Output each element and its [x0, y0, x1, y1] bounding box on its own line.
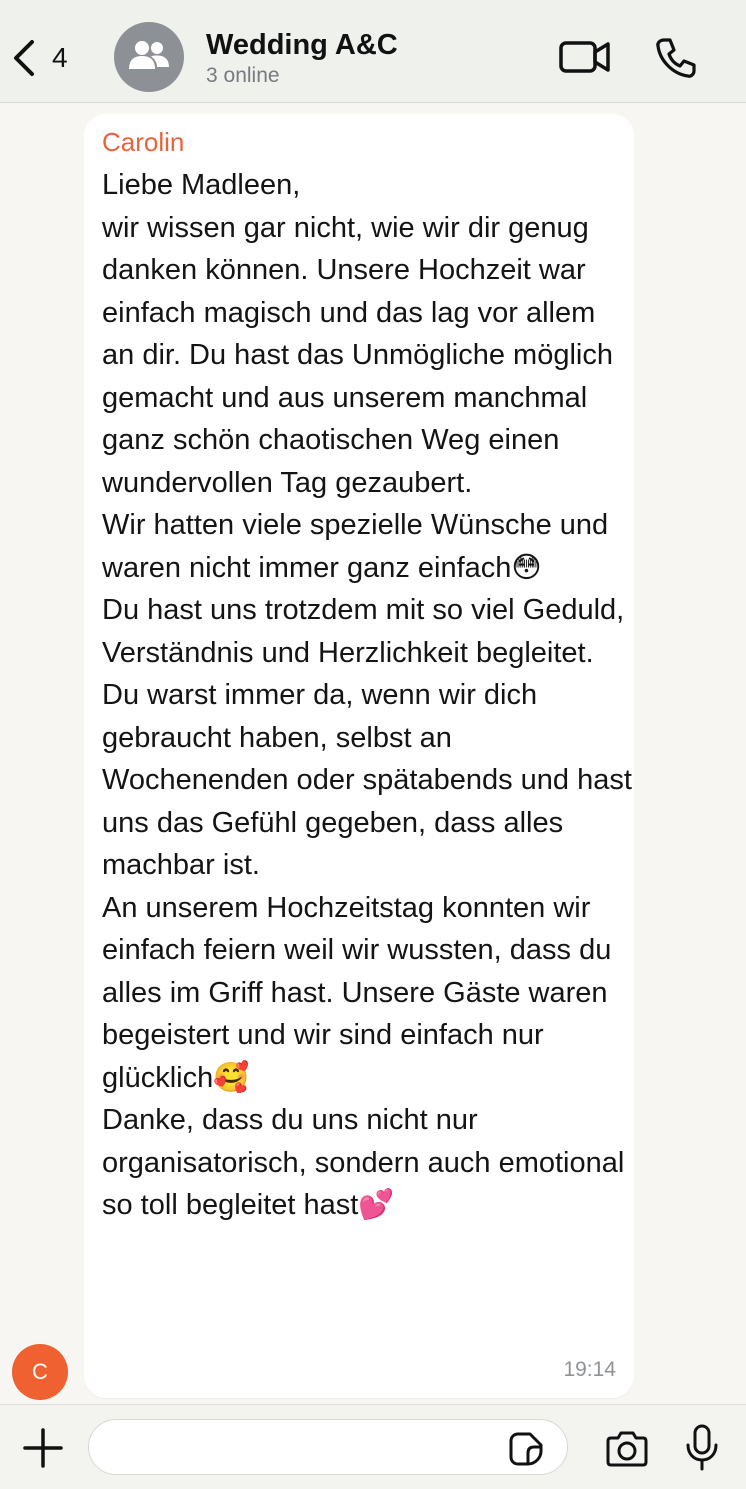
unread-count: 4 — [52, 42, 68, 73]
sticker-icon — [508, 1454, 544, 1471]
input-bar — [0, 1404, 746, 1489]
chat-title: Wedding A&C — [206, 29, 398, 61]
online-status: 3 online — [206, 64, 280, 87]
message-time: 19:14 — [563, 1358, 616, 1381]
camera-icon — [604, 1456, 650, 1473]
phone-icon — [654, 67, 698, 84]
video-call-icon — [558, 63, 612, 80]
message-bubble[interactable] — [84, 114, 634, 1398]
microphone-icon — [684, 1460, 720, 1477]
video-call-button[interactable] — [558, 38, 612, 76]
sender-name[interactable]: Carolin — [102, 127, 185, 157]
plus-icon — [22, 1456, 64, 1473]
voice-call-button[interactable] — [654, 36, 698, 80]
chat-header — [0, 0, 746, 103]
camera-button[interactable] — [604, 1429, 650, 1469]
attach-button[interactable] — [22, 1427, 64, 1469]
group-avatar[interactable] — [114, 22, 184, 92]
chat-title-block[interactable] — [206, 28, 398, 90]
sender-initial: C — [32, 1359, 48, 1384]
sticker-button[interactable] — [508, 1431, 544, 1467]
sender-avatar[interactable] — [12, 1344, 68, 1400]
message-text: Liebe Madleen, wir wissen gar nicht, wie wir dir genug danken können. Unsere Hochzeit war einfach magisch und das lag vor allem an dir. Du hast das Unmögliche möglich gemacht und aus unserem manchmal ganz schön chaotischen Weg einen wundervollen Tag gezaubert. Wir hatten viele spezielle Wünsche und waren nicht immer ganz einfach😳 Du hast uns trotzdem mit so viel Geduld, Verständnis und Herzlichkeit begleitet. Du warst immer da, wenn wir dich gebraucht haben, selbst an Wochenenden oder spätabends und hast uns das Gefühl gegeben, dass alles machbar ist. An unserem Hochzeitstag konnten wir einfach feiern weil wir wussten, dass du alles im Griff hast. Unsere Gäste waren begeistert und wir sind einfach nur glücklich🥰 Danke, dass du uns nicht nur organisatorisch, sondern auch emotional so toll begleitet hast💕 — [102, 169, 632, 1221]
back-button[interactable] — [10, 32, 68, 84]
message-input[interactable] — [88, 1419, 568, 1475]
microphone-button[interactable] — [684, 1423, 720, 1473]
chevron-left-icon — [10, 38, 40, 78]
group-avatar-icon — [127, 39, 171, 76]
